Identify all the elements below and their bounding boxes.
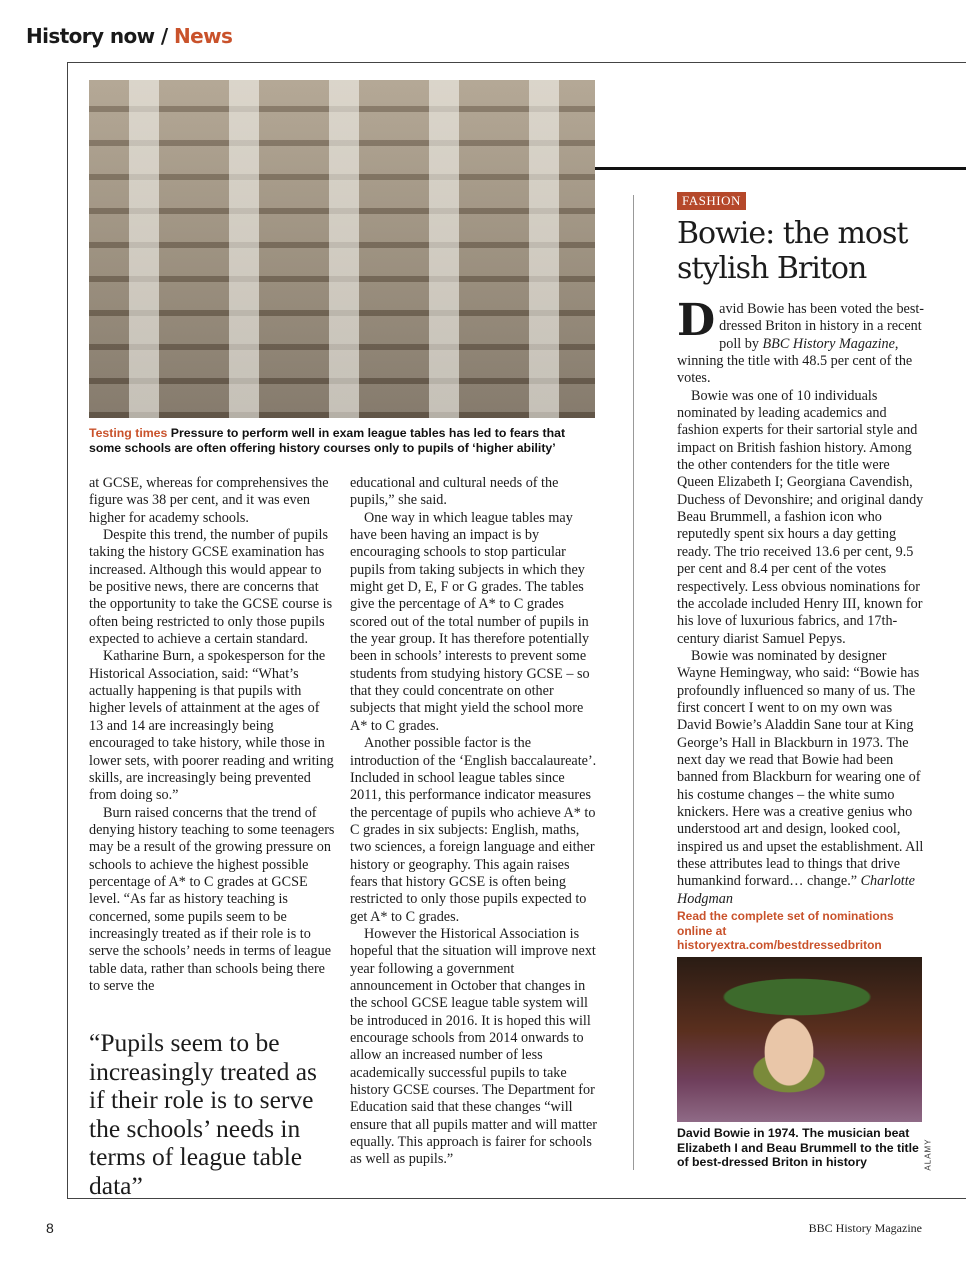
nominations-link[interactable]: Read the complete set of nominations online at historyextra.com/bestdressedbriton (677, 909, 894, 953)
side-headline: Bowie: the most stylish Briton (677, 216, 908, 286)
page-number: 8 (46, 1220, 54, 1236)
paragraph: Despite this trend, the number of pupils taking the history GCSE examination has increased. Although this would appear to be positive news, there are concerns that the opportunity to take the GCSE course is often being restricted to only those pupils expected to achieve a certain standard. (89, 527, 333, 648)
paragraph: Burn raised concerns that the trend of denying history teaching to some teenagers may be a result of the growing pressure on schools to achieve the highest possible percentage of A* to C grades at GCSE level. “As far as history teaching is concerned, some pupils seem to be increasingly treated as if their role is to serve the schools’ needs in terms of league table data, rather than schools being there to serve the (89, 804, 335, 994)
paragraph: Bowie was one of 10 individuals nominated by leading academics and fashion experts for their sartorial style and impact on British fashion history. Among the other contenders for the title were Queen Elizabeth I; Georgiana Cavendish, Duchess of Devonshire; and original dandy Beau Brummell, a fashion icon who reputedly spent six hours a day getting ready. The trio received 13.6 per cent, 9.5 per cent and 8.4 per cent of the votes respectively. Less obvious nominations for the accolade included Henry III, known for his love of luxurious fabrics, and 17th-century diarist Samuel Pepys. (677, 387, 924, 647)
byline: Charlotte Hodgman (677, 873, 915, 907)
pull-quote: “Pupils seem to be increasingly treated as if their role is to serve the schools’ needs in terms of league table data” (89, 1028, 317, 1200)
text: , winning the title with 48.5 per cent of the votes. (677, 335, 913, 387)
column-divider (633, 195, 634, 1170)
paragraph: Bowie was nominated by designer Wayne Hemingway, who said: “Bowie has profoundly influenced so many of us. The first concert I went to on my own was David Bowie’s Aladdin Sane tour at King George’s Hall in Blackburn in 1973. The next day we read that Bowie had been banned from Blackburn for wearing one of his costume changes – the white sumo knickers. Here was a creative genius who understood art and design, looked cool, inspired us and upset the establishment. All these attributes lead to things that drive humankind forward… change.” (677, 647, 924, 890)
separator: / (154, 24, 174, 48)
bowie-photo-caption: David Bowie in 1974. The musician beat Elizabeth I and Beau Brummell to the title of best-dressed Briton in history (677, 1126, 919, 1169)
side-article-top-rule (595, 167, 966, 170)
article-column-1 (89, 475, 335, 995)
paragraph: Katharine Burn, a spokesperson for the Historical Association, said: “What’s actually happening is that pupils with higher levels of attainment at the ages of 13 and 14 are increasingly being encouraged to take history, while those in lower sets, with poorer reading and writing skills, are increasingly being prevented from doing so.” (89, 648, 334, 804)
caption-lead: Testing times (89, 426, 168, 440)
article-column-2 (350, 475, 598, 1169)
frame-top-rule (67, 62, 966, 63)
caption-text: Pressure to perform well in exam league tables has led to fears that some schools are often offering history courses only to pupils of ‘higher ability’ (89, 426, 566, 455)
side-article-body (677, 295, 925, 953)
bowie-photo (677, 957, 922, 1122)
subsection-title: News (173, 24, 233, 48)
paragraph: educational and cultural needs of the pupils,” she said. (350, 475, 559, 509)
frame-left-rule (67, 62, 68, 1199)
publication-name: BBC History Magazine (808, 1221, 922, 1235)
paragraph: One way in which league tables may have been having an impact is by encouraging schools to stop particular pupils from taking subjects in which they might get D, E, F or G grades. The tables give the percentage of A* to C grades scored out of the total number of pupils in the year group. It has therefore potentially been in schools’ interests to prevent some students from studying history GCSE – so that they could concentrate on other subjects that might yield the school more A* to C grades. (350, 509, 590, 734)
paragraph (677, 295, 925, 388)
paragraph: at GCSE, whereas for comprehensives the figure was 38 per cent, and it was even higher for academy schools. (89, 475, 329, 526)
paragraph: However the Historical Association is hopeful that the situation will improve next year following a government announcement in October that changes in the school GCSE league table system will be introduced in 2016. It is hoped this will encourage schools from 2014 onwards to allow an increased number of less academically successful pupils to take history GCSE courses. The Department for Education said that these changes “will ensure that all pupils matter and will matter equally. This approach is fairer for schools as well as pupils.” (350, 925, 598, 1168)
section-header (26, 24, 232, 48)
paragraph: Another possible factor is the introduction of the ‘English baccalaureate’. Included in school league tables since 2011, this performance indicator measures the percentage of pupils who achieve A* to C grades in six subjects: English, maths, two sciences, a foreign language and either history or geography. This again raises fears that history GCSE is often being restricted to only those pupils expected to get A* to C grades. (350, 735, 597, 925)
section-title: History now (26, 24, 155, 48)
photo-credit: ALAMY (923, 1138, 933, 1171)
drop-cap: D (677, 295, 716, 346)
photo-caption (89, 426, 599, 455)
magazine-name: BBC History Magazine (762, 335, 895, 352)
category-badge: FASHION (677, 192, 746, 210)
exam-hall-photo (89, 80, 595, 418)
text: avid Bowie has been voted the best-dressed Briton in history in a recent poll by (719, 301, 925, 352)
